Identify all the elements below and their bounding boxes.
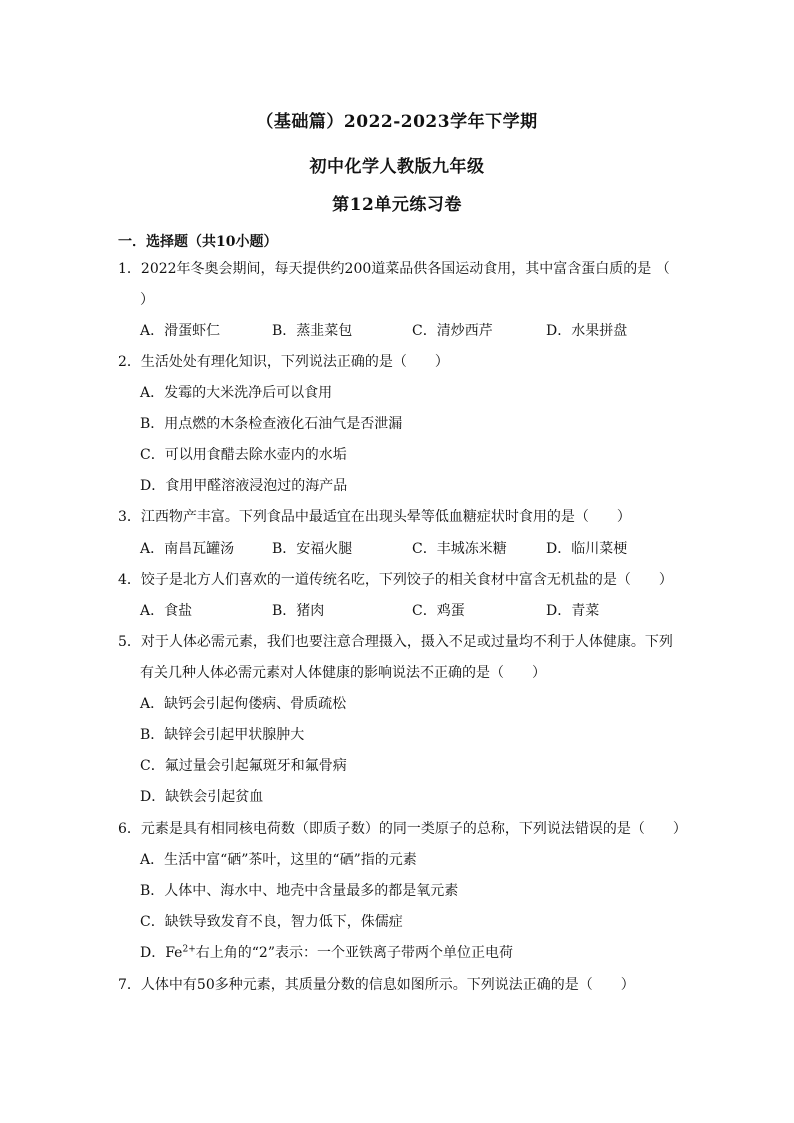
question-3-option-c[interactable]: C．丰城冻米糖 [412, 541, 507, 557]
question-6-option-c[interactable]: C．缺铁导致发育不良，智力低下，侏儒症 [140, 914, 403, 930]
question-4-option-d[interactable]: D．青菜 [546, 603, 600, 619]
question-6-option-d-prefix: D．Fe [140, 945, 183, 961]
question-6-option-d[interactable] [140, 944, 513, 962]
question-5-line-2: 有关几种人体必需元素对人体健康的影响说法不正确的是（ ） [140, 665, 546, 681]
question-1-option-d[interactable]: D．水果拼盘 [546, 323, 628, 339]
doc-title-3: 第12单元练习卷 [332, 195, 462, 215]
question-1-line-1: 1．2022年冬奥会期间，每天提供约200道菜品供各国运动食用，其中富含蛋白质的是 （ [118, 261, 670, 277]
question-3-option-b[interactable]: B．安福火腿 [272, 541, 353, 557]
question-1-option-a[interactable]: A．滑蛋虾仁 [140, 323, 221, 339]
question-1-line-2: ） [140, 292, 154, 308]
question-5-option-a[interactable]: A．缺钙会引起佝偻病、骨质疏松 [140, 696, 347, 712]
question-2-option-c[interactable]: C．可以用食醋去除水壶内的水垢 [140, 447, 347, 463]
question-3-line-1: 3．江西物产丰富。下列食品中最适宜在出现头晕等低血糖症状时食用的是（ ） [118, 509, 631, 525]
question-6-option-a[interactable]: A．生活中富“硒”茶叶，这里的“硒”指的元素 [140, 852, 417, 868]
question-2-option-d[interactable]: D．食用甲醛溶液浸泡过的海产品 [140, 478, 348, 494]
question-5-option-d[interactable]: D．缺铁会引起贫血 [140, 789, 264, 805]
doc-title-2: 初中化学人教版九年级 [309, 157, 485, 177]
question-5-option-b[interactable]: B．缺锌会引起甲状腺肿大 [140, 727, 305, 743]
question-3-option-a[interactable]: A．南昌瓦罐汤 [140, 541, 235, 557]
question-5-line-1: 5．对于人体必需元素，我们也要注意合理摄入，摄入不足或过量均不利于人体健康。下列 [118, 634, 673, 650]
doc-title-1: （基础篇）2022-2023学年下学期 [256, 112, 538, 132]
question-6-line-1: 6．元素是具有相同核电荷数（即质子数）的同一类原子的总称，下列说法错误的是（ ） [118, 821, 687, 837]
ion-charge-superscript: 2+ [182, 944, 196, 955]
question-4-option-c[interactable]: C．鸡蛋 [412, 603, 465, 619]
section-heading: 一．选择题（共10小题） [118, 234, 278, 250]
question-3-option-d[interactable]: D．临川菜梗 [546, 541, 628, 557]
question-4-option-b[interactable]: B．猪肉 [272, 603, 325, 619]
question-2-option-a[interactable]: A．发霉的大米洗净后可以食用 [140, 385, 333, 401]
question-1-option-b[interactable]: B．蒸韭菜包 [272, 323, 353, 339]
question-4-line-1: 4．饺子是北方人们喜欢的一道传统名吃，下列饺子的相关食材中富含无机盐的是（ ） [118, 572, 673, 588]
question-1-option-c[interactable]: C．清炒西芹 [412, 323, 493, 339]
question-2-option-b[interactable]: B．用点燃的木条检查液化石油气是否泄漏 [140, 416, 403, 432]
question-2-line-1: 2．生活处处有理化知识，下列说法正确的是（ ） [118, 354, 449, 370]
question-5-option-c[interactable]: C．氟过量会引起氟斑牙和氟骨病 [140, 758, 347, 774]
question-7-line-1: 7．人体中有50多种元素，其质量分数的信息如图所示。下列说法正确的是（ ） [118, 977, 635, 993]
question-6-option-b[interactable]: B．人体中、海水中、地壳中含量最多的都是氧元素 [140, 883, 459, 899]
question-6-option-d-text: 右上角的“2”表示：一个亚铁离子带两个单位正电荷 [195, 945, 513, 961]
question-4-option-a[interactable]: A．食盐 [140, 603, 193, 619]
